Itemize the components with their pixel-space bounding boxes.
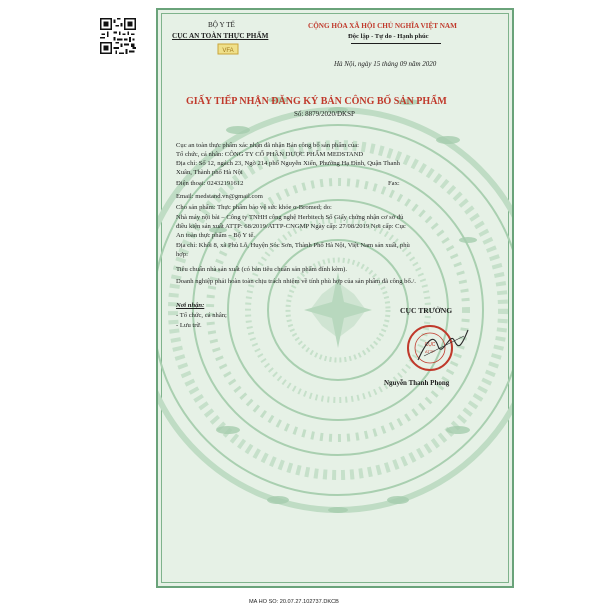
manufacturer-address-line1: Địa chỉ: Khối 8, xã Phù Lỗ, Huyện Sóc Sơn, Thành Phố Hà Nội, Việt Nam sản xuất, phù [176,242,410,249]
product-name: Cho sản phẩm: Thực phẩm bảo vệ sức khỏe α-Bromed; do: [176,204,332,211]
responsibility-note: Doanh nghiệp phải hoàn toàn chịu trách nhiệm về tính phù hợp của sản phẩm đã công bố./. [176,278,416,285]
organization: Tổ chức, cá nhân: CÔNG TY CỔ PHẦN DƯỢC PHẨM MEDSTAND [176,151,364,158]
signer-name: Nguyễn Thanh Phong [384,379,450,387]
standard-note: Tiêu chuẩn nhà sản xuất (có bản tiêu chuẩn sản phẩm đính kèm). [176,266,347,273]
document-code: MA HO SO: 20.07.27.102737.DKCB [249,599,339,605]
manufacturer-line3: An toàn thực phẩm – Bộ Y tế. [176,232,255,239]
intro-text: Cục an toàn thực phẩm xác nhận đã nhận Bản công bố sản phẩm của: [176,142,360,149]
phone: Điện thoại: 02432191612 [176,180,244,187]
official-seal-and-signature [404,316,474,376]
manufacturer-address-line2: hợp: [176,251,188,258]
recipient-item: - Lưu trữ. [176,322,202,329]
nation-name: CỘNG HÒA XÃ HỘI CHỦ NGHĨA VIỆT NAM [308,22,457,30]
agency-logo [217,43,239,55]
manufacturer-line1: Nhà máy nội bài – Công ty TNHH công nghệ Herbitech Số Giấy chứng nhận cơ sở đủ [176,214,404,221]
agency-name: CỤC AN TOÀN THỰC PHẨM [172,32,269,40]
svg-text:CỤC: CỤC [424,342,436,348]
motto-underline [351,43,441,44]
fax: Fax: [388,180,400,187]
ministry-name: BỘ Y TẾ [208,21,235,29]
document-title: GIẤY TIẾP NHẬN ĐĂNG KÝ BẢN CÔNG BỐ SẢN PHẨM [186,96,447,107]
manufacturer-line2: điều kiện sản xuất ATTP: 68/2019/ATTP-CNGMP Ngày cấp: 27/08/2019 Nơi cấp: Cục [176,223,406,230]
signer-role: CỤC TRƯỞNG [400,306,453,315]
email: Email: medstand.vn@gmail.com [176,193,263,200]
org-address-line2: Xuân, Thành phố Hà Nội [176,169,243,176]
qr-code [100,18,136,54]
national-motto: Độc lập - Tự do - Hạnh phúc [348,33,429,40]
recipients-label: Nơi nhận: [176,302,205,309]
svg-text:VFA: VFA [222,48,234,54]
org-address-line1: Địa chỉ: Số 12, ngách 23, Ngõ 214 phố Nguyễn Xiển, Phường Hạ Đình, Quận Thanh [176,160,400,167]
document-number: Số: 8879/2020/ĐKSP [294,110,355,118]
svg-text:ATTP: ATTP [425,349,435,354]
certificate [156,8,514,588]
recipient-item: - Tổ chức, cá nhân; [176,312,227,319]
issue-date: Hà Nội, ngày 15 tháng 09 năm 2020 [334,60,437,68]
